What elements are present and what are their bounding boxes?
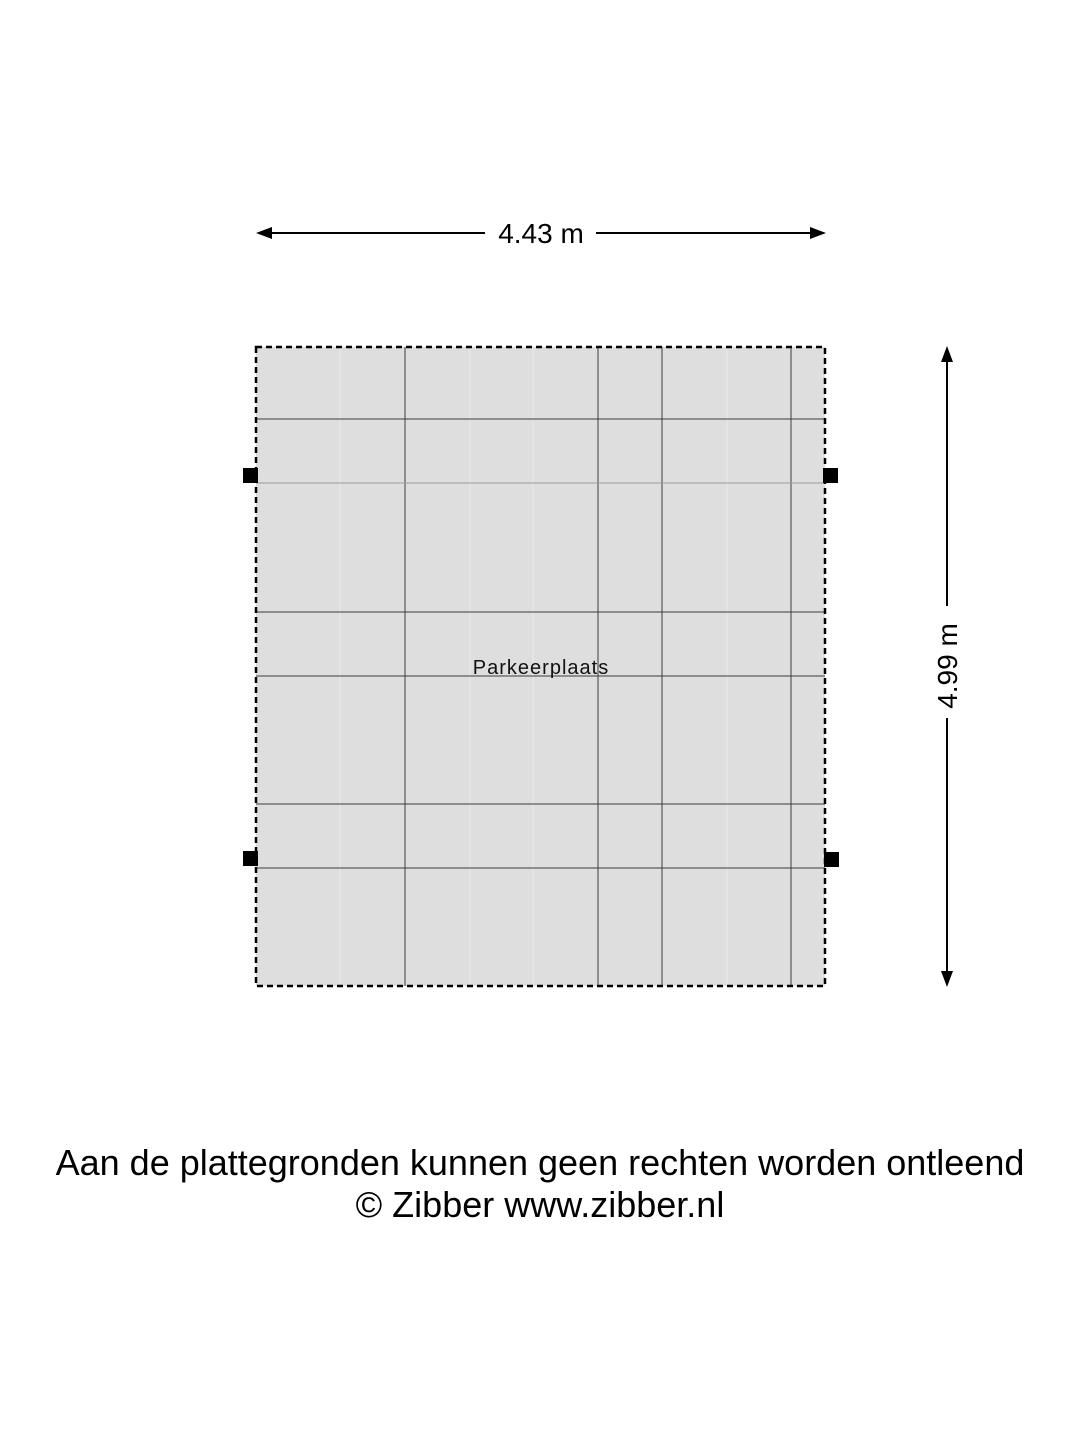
arrow-right-icon [810,227,826,239]
parking-space [243,347,839,986]
width-dimension [256,218,826,249]
arrow-down-icon [941,971,953,987]
post-marker [243,468,258,483]
post-marker [824,852,839,867]
width-dimension-label: 4.43 m [498,218,584,249]
copyright-text: © Zibber www.zibber.nl [355,1184,725,1225]
arrow-left-icon [256,227,272,239]
arrow-up-icon [941,346,953,362]
height-dimension [932,346,963,987]
room-label: Parkeerplaats [472,657,610,679]
disclaimer-text: Aan de plattegronden kunnen geen rechten worden ontleend [55,1142,1025,1183]
post-marker [823,468,838,483]
height-dimension-label: 4.99 m [932,623,963,709]
post-marker [243,851,258,866]
